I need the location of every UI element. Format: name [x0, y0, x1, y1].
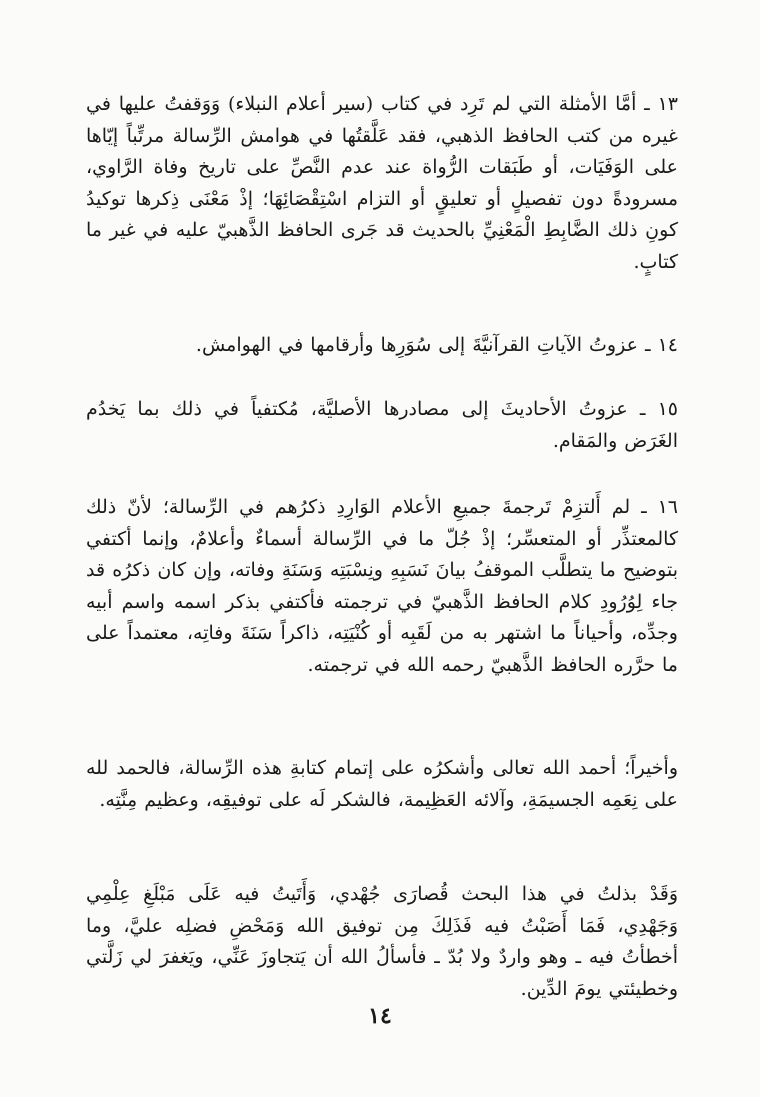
paragraph-acknowledgement: وأخيراً؛ أحمد الله تعالى وأشكرُه على إتمام كتابةِ هذه الرِّسالة، فالحمد لله على نِعَمِه الجسيمَةِ، وآلائه العَظِيمة، فالشكر لَه على توفيقِه، وعظيم مِنَّتِه.: [86, 757, 678, 811]
paragraph-13-examples: ١٣ ـ أمَّا الأمثلة التي لم تَرِد في كتاب (سير أعلام النبلاء) وَوَقفتُ عليها في غيره من كتب الحافظ الذهبي، فقد عَلَّقتُها في هوامش الرِّسالة مرتِّباً إيّاها على الوَفَيَات، أو طَبَقات الرُّواة عند عدم النَّصِّ على تاريخ وفاة الرَّاوي، مسرودةً دون تفصيلٍ أو تعليقٍ أو التزام اسْتِقْصَائِهَا؛ إذْ مَعْنَى ذِكرها توكيدُ كونِ ذلك الضَّابِطِ الْمَعْنِيِّ بالحديث قد جَرى الحافظ الذَّهبيّ عليه في غير ما كتابٍ.: [86, 93, 678, 273]
paragraph-16-biographies: ١٦ ـ لم أَلتزِمْ تَرجمةَ جميعِ الأعلام الوَارِدِ ذكرُهم في الرِّسالة؛ لأنّ ذلك كالمعتذِّر أو المتعسِّر؛ إذْ جُلّ ما في الرِّسالة أسماءٌ وأعلامٌ، وإنما أكتفي بتوضيح ما يتطلَّب الموقفُ بيانَ نَسَبِهِ ونِسْبَتِه وَسَنَةِ وفاته، وإن كان ذكرُه قد جاء لِوُرُودِ كلام الحافظ الذَّهبيّ في ترجمته فأكتفي بذكر اسمه واسم أبيه وجدِّه، وأحياناً ما اشتهر به من لَقَبِه أو كُنْيَتِه، ذاكراً سَنَةَ وفاتِه، معتمداً على ما حرَّره الحافظ الذَّهبيّ رحمه الله في ترجمته.: [86, 496, 678, 676]
page-number: ١٤: [368, 1003, 392, 1029]
paragraph-14-quran-verses: ١٤ ـ عزوتُ الآياتِ القرآنيَّةَ إلى سُوَرِها وأرقامها في الهوامش.: [195, 334, 678, 356]
paragraph-15-hadith-sources: ١٥ ـ عزوتُ الأحاديثَ إلى مصادرها الأصليَّة، مُكتفياً في ذلك بما يَخدُم الغَرَض والمَقام.: [86, 398, 678, 452]
paragraph-closing: وَقَدْ بذلتُ في هذا البحث قُصارَى جُهْدي، وَأَتَيتُ فيه عَلَى مَبْلَغِ عِلْمِي وَجَهْدِي، فَمَا أَصَبْتُ فيه فَذَلِكَ مِن توفيق الله وَمَحْضِ فضلِه عليَّ، وما أخطأتُ فيه ـ وهو واردٌ ولا بُدّ ـ فأسألُ الله أن يَتجاوزَ عَنِّي، ويَغفرَ لي زَلَّتي وخطيئتي يومَ الدِّين.: [86, 883, 678, 1000]
